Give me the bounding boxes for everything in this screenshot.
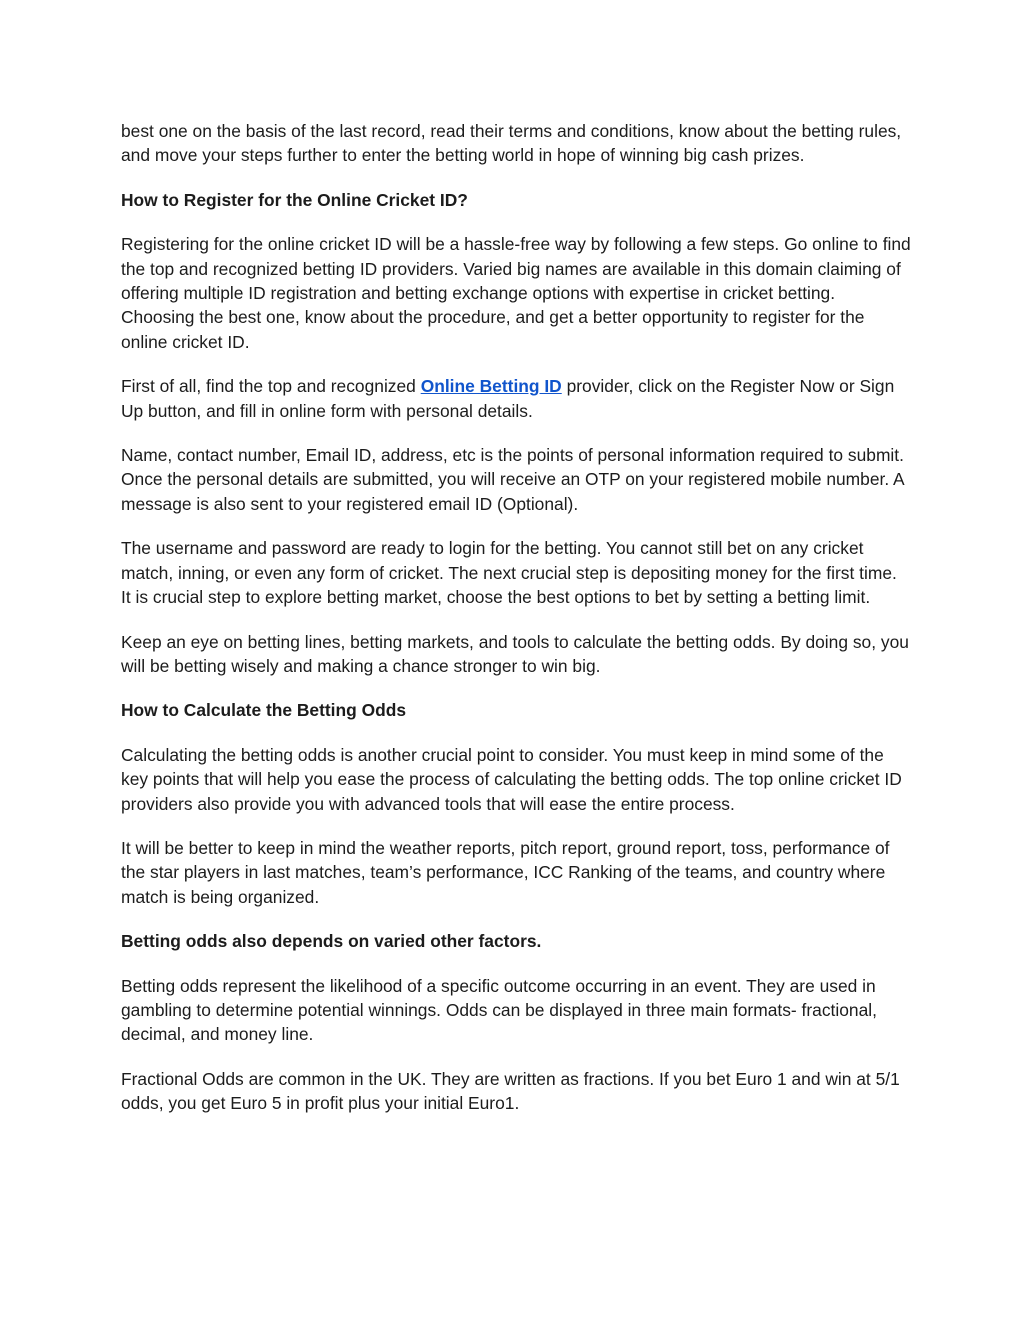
paragraph-personal-details: Name, contact number, Email ID, address, etc is the points of personal information required to submit. Once the personal details are submitted, you will receive an OTP on your registered mobile number. A message is also sent to your registered email ID (Optional). [121, 445, 904, 514]
heading-other-factors: Betting odds also depends on varied other factors. [121, 931, 542, 952]
paragraph-keep-an-eye: Keep an eye on betting lines, betting markets, and tools to calculate the betting odds. By doing so, you will be betting wisely and making a chance stronger to win big. [121, 631, 909, 676]
paragraph-fractional-odds: Fractional Odds are common in the UK. They are written as fractions. If you bet Euro 1 and win at 5/1 odds, you get Euro 5 in profit plus your initial Euro1. [121, 1068, 900, 1114]
paragraph-intro-continuation: best one on the basis of the last record, read their terms and conditions, know about the betting rules, and move your steps further to enter the betting world in hope of winning big cash prizes. [121, 121, 902, 166]
paragraph-weather-reports: It will be better to keep in mind the weather reports, pitch report, ground report, toss, performance of the star players in last matches, team’s performance, ICC Ranking of the teams, and country where match is being organized. [121, 837, 890, 907]
paragraph-first-of-all [121, 374, 911, 423]
paragraph-first-of-all-start: First of all, find the top and recognized [121, 376, 421, 397]
online-betting-id-link[interactable]: Online Betting ID [420, 376, 562, 397]
paragraph-first-of-all-end: provider, click on the Register Now or Sign Up button, and fill in online form with personal details. [121, 376, 895, 421]
heading-calculate-betting-odds: How to Calculate the Betting Odds [121, 700, 407, 721]
paragraph-calculating-odds: Calculating the betting odds is another crucial point to consider. You must keep in mind some of the key points that will help you ease the process of calculating the betting odds. The top online cricket ID providers also provide you with advanced tools that will ease the entire process. [121, 744, 902, 814]
paragraph-betting-odds-definition: Betting odds represent the likelihood of a specific outcome occurring in an event. They are used in gambling to determine potential winnings. Odds can be displayed in three main formats- fractional, decimal, and money line. [121, 975, 877, 1045]
paragraph-registering: Registering for the online cricket ID will be a hassle-free way by following a few steps. Go online to find the top and recognized betting ID providers. Varied big names are available in this domain claiming of offering multiple ID registration and betting exchange options with expertise in cricket betting. Choosing the best one, know about the procedure, and get a better opportunity to register for the online cricket ID. [121, 234, 911, 352]
document-body [121, 119, 911, 1136]
paragraph-username-password: The username and password are ready to login for the betting. You cannot still bet on any cricket match, inning, or even any form of cricket. The next crucial step is depositing money for the first time. It is crucial step to explore betting market, choose the best options to bet by setting a betting limit. [121, 538, 897, 608]
heading-register-online-cricket-id: How to Register for the Online Cricket ID? [121, 189, 468, 210]
